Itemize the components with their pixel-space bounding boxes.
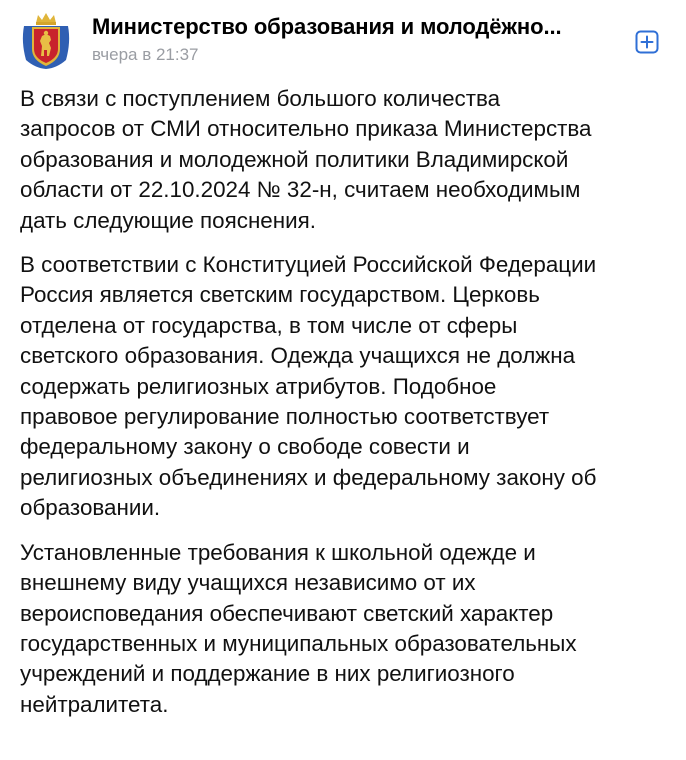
post-header [0, 0, 686, 80]
post-timestamp[interactable]: вчера в 21:37 [92, 45, 199, 64]
post-paragraph: В соответствии с Конституцией Российской Федерации Россия является светским государством. Церковь отделена от государства, в том числе от сферы светского образования. Одежда учащихся не должна содержать религиозных атрибутов. Подобное правовое регулирование полностью соответствует федеральному закону о свободе совести и религиозных объединениях и федеральному закону об образовании. [20, 252, 597, 521]
post-paragraph: В связи с поступлением большого количества запросов от СМИ относительно приказа Министерства образования и молодежной политики Владимирской области от 22.10.2024 № 32-н, считаем необходимым дать следующие пояснения. [20, 86, 592, 233]
post-body [20, 84, 680, 734]
post-author[interactable]: Министерство образования и молодёжно... [92, 14, 562, 39]
coat-of-arms-icon[interactable] [21, 12, 71, 70]
post-paragraph: Установленные требования к школьной одежде и внешнему виду учащихся независимо от их вероисповедания обеспечивают светский характер государственных и муниципальных образовательных учреждений и поддержание в них религиозного нейтралитета. [20, 539, 577, 717]
plus-square-icon[interactable] [635, 30, 659, 54]
